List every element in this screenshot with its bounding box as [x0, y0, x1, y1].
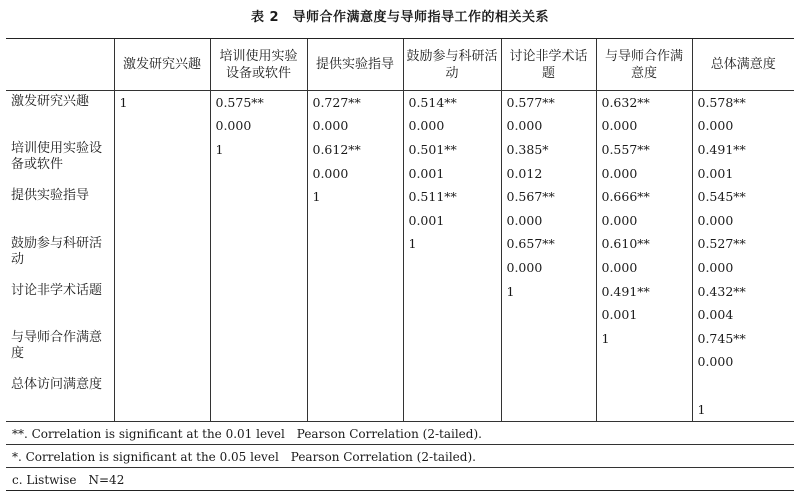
significance-cell: 0.000 — [692, 209, 794, 233]
table-row — [6, 138, 794, 162]
correlation-cell: 0.491** — [596, 280, 692, 304]
row-label: 讨论非学术话题 — [11, 282, 103, 298]
correlation-cell: 0.575** — [210, 91, 307, 115]
significance-cell — [307, 256, 403, 280]
row-label: 提供实验指导 — [11, 188, 90, 204]
significance-cell — [210, 398, 307, 422]
significance-cell — [210, 256, 307, 280]
significance-cell: 0.000 — [596, 115, 692, 139]
significance-cell: 0.000 — [501, 256, 596, 280]
significance-cell — [210, 162, 307, 186]
table-row — [6, 115, 794, 139]
table-row — [6, 256, 794, 280]
column-header: 与导师合作满意度 — [596, 39, 692, 91]
significance-cell — [210, 351, 307, 375]
significance-cell — [114, 256, 210, 280]
correlation-cell: 0.612** — [307, 138, 403, 162]
significance-cell — [596, 398, 692, 422]
correlation-cell: 0.727** — [307, 91, 403, 115]
footnote: c. Listwise N=42 — [6, 468, 794, 491]
column-header: 总体满意度 — [692, 39, 794, 91]
significance-cell: 0.001 — [403, 162, 501, 186]
significance-cell: 0.000 — [692, 351, 794, 375]
significance-cell: 0.001 — [692, 162, 794, 186]
correlation-cell — [210, 233, 307, 257]
correlation-cell: 0.491** — [692, 138, 794, 162]
correlation-cell: 0.632** — [596, 91, 692, 115]
correlation-cell — [114, 185, 210, 209]
correlation-cell — [692, 374, 794, 398]
significance-cell: 0.000 — [210, 115, 307, 139]
correlation-cell — [307, 374, 403, 398]
significance-cell — [596, 351, 692, 375]
row-label: 激发研究兴趣 — [11, 94, 90, 109]
significance-cell: 0.004 — [692, 303, 794, 327]
correlation-cell: 0.511** — [403, 185, 501, 209]
correlation-cell — [114, 138, 210, 162]
correlation-cell — [307, 233, 403, 257]
correlation-cell — [307, 327, 403, 351]
correlation-cell — [403, 374, 501, 398]
correlation-cell — [114, 280, 210, 304]
correlation-cell — [501, 374, 596, 398]
correlation-cell — [210, 327, 307, 351]
significance-cell — [307, 209, 403, 233]
footnote-row — [6, 468, 794, 491]
significance-cell — [307, 398, 403, 422]
significance-cell — [403, 351, 501, 375]
correlation-cell: 0.657** — [501, 233, 596, 257]
table-row — [6, 233, 794, 257]
correlation-cell — [210, 374, 307, 398]
correlation-cell — [210, 280, 307, 304]
table-row — [6, 398, 794, 422]
table-row — [6, 162, 794, 186]
correlation-cell: 0.577** — [501, 91, 596, 115]
significance-cell — [210, 209, 307, 233]
row-label: 鼓励参与科研活动 — [11, 235, 103, 267]
significance-cell: 0.000 — [307, 115, 403, 139]
correlation-cell: 0.557** — [596, 138, 692, 162]
correlation-cell — [307, 280, 403, 304]
significance-cell: 0.000 — [501, 209, 596, 233]
table-row — [6, 327, 794, 351]
significance-cell — [501, 398, 596, 422]
row-label: 总体访问满意度 — [6, 374, 114, 422]
significance-cell: 0.000 — [501, 115, 596, 139]
column-header: 提供实验指导 — [307, 39, 403, 91]
table-row — [6, 209, 794, 233]
significance-cell — [210, 303, 307, 327]
correlation-cell — [403, 327, 501, 351]
correlation-cell — [501, 327, 596, 351]
significance-cell — [114, 303, 210, 327]
correlation-cell: 1 — [307, 185, 403, 209]
significance-cell — [307, 351, 403, 375]
table-row — [6, 351, 794, 375]
significance-cell — [501, 303, 596, 327]
column-header: 激发研究兴趣 — [114, 39, 210, 91]
footnote-row — [6, 422, 794, 445]
significance-cell: 0.000 — [596, 256, 692, 280]
significance-cell — [114, 115, 210, 139]
correlation-cell: 0.432** — [692, 280, 794, 304]
correlation-cell: 0.745** — [692, 327, 794, 351]
correlation-cell: 0.527** — [692, 233, 794, 257]
table-row — [6, 303, 794, 327]
correlation-cell — [403, 280, 501, 304]
significance-cell — [307, 303, 403, 327]
correlation-cell: 1 — [114, 91, 210, 115]
significance-cell: 0.012 — [501, 162, 596, 186]
header-row — [6, 39, 794, 91]
significance-cell — [114, 351, 210, 375]
significance-cell: 0.000 — [692, 256, 794, 280]
correlation-cell: 0.385* — [501, 138, 596, 162]
correlation-cell — [596, 374, 692, 398]
correlation-cell: 1 — [403, 233, 501, 257]
significance-cell — [114, 162, 210, 186]
column-header — [6, 39, 114, 91]
correlation-cell — [114, 327, 210, 351]
significance-cell: 0.000 — [596, 209, 692, 233]
significance-cell: 0.000 — [307, 162, 403, 186]
table-row — [6, 374, 794, 398]
significance-cell: 1 — [692, 398, 794, 422]
footnote: *. Correlation is significant at the 0.05 level Pearson Correlation (2-tailed). — [6, 445, 794, 468]
correlation-table — [6, 38, 794, 491]
significance-cell: 0.001 — [596, 303, 692, 327]
correlation-cell: 1 — [210, 138, 307, 162]
footnote: **. Correlation is significant at the 0.01 level Pearson Correlation (2-tailed). — [6, 422, 794, 445]
significance-cell: 0.000 — [596, 162, 692, 186]
correlation-cell: 0.514** — [403, 91, 501, 115]
correlation-cell: 0.578** — [692, 91, 794, 115]
correlation-cell — [114, 233, 210, 257]
significance-cell — [403, 256, 501, 280]
column-header: 讨论非学术话题 — [501, 39, 596, 91]
significance-cell: 0.000 — [403, 115, 501, 139]
footnote-row — [6, 445, 794, 468]
significance-cell — [501, 351, 596, 375]
table-row — [6, 185, 794, 209]
significance-cell: 0.000 — [692, 115, 794, 139]
significance-cell — [403, 303, 501, 327]
correlation-cell: 0.501** — [403, 138, 501, 162]
significance-cell — [403, 398, 501, 422]
table-row — [6, 91, 794, 115]
significance-cell — [114, 209, 210, 233]
correlation-cell: 1 — [596, 327, 692, 351]
correlation-cell: 0.545** — [692, 185, 794, 209]
table-row — [6, 280, 794, 304]
correlation-cell: 1 — [501, 280, 596, 304]
correlation-cell — [114, 374, 210, 398]
correlation-cell: 0.567** — [501, 185, 596, 209]
row-label: 与导师合作满意度 — [11, 329, 103, 361]
correlation-cell — [210, 185, 307, 209]
correlation-cell: 0.666** — [596, 185, 692, 209]
correlation-cell: 0.610** — [596, 233, 692, 257]
table-title: 表 2 导师合作满意度与导师指导工作的相关关系 — [250, 10, 550, 25]
column-header: 培训使用实验设备或软件 — [210, 39, 307, 91]
significance-cell: 0.001 — [403, 209, 501, 233]
row-label: 培训使用实验设备或软件 — [11, 141, 103, 173]
column-header: 鼓励参与科研活动 — [403, 39, 501, 91]
significance-cell — [114, 398, 210, 422]
